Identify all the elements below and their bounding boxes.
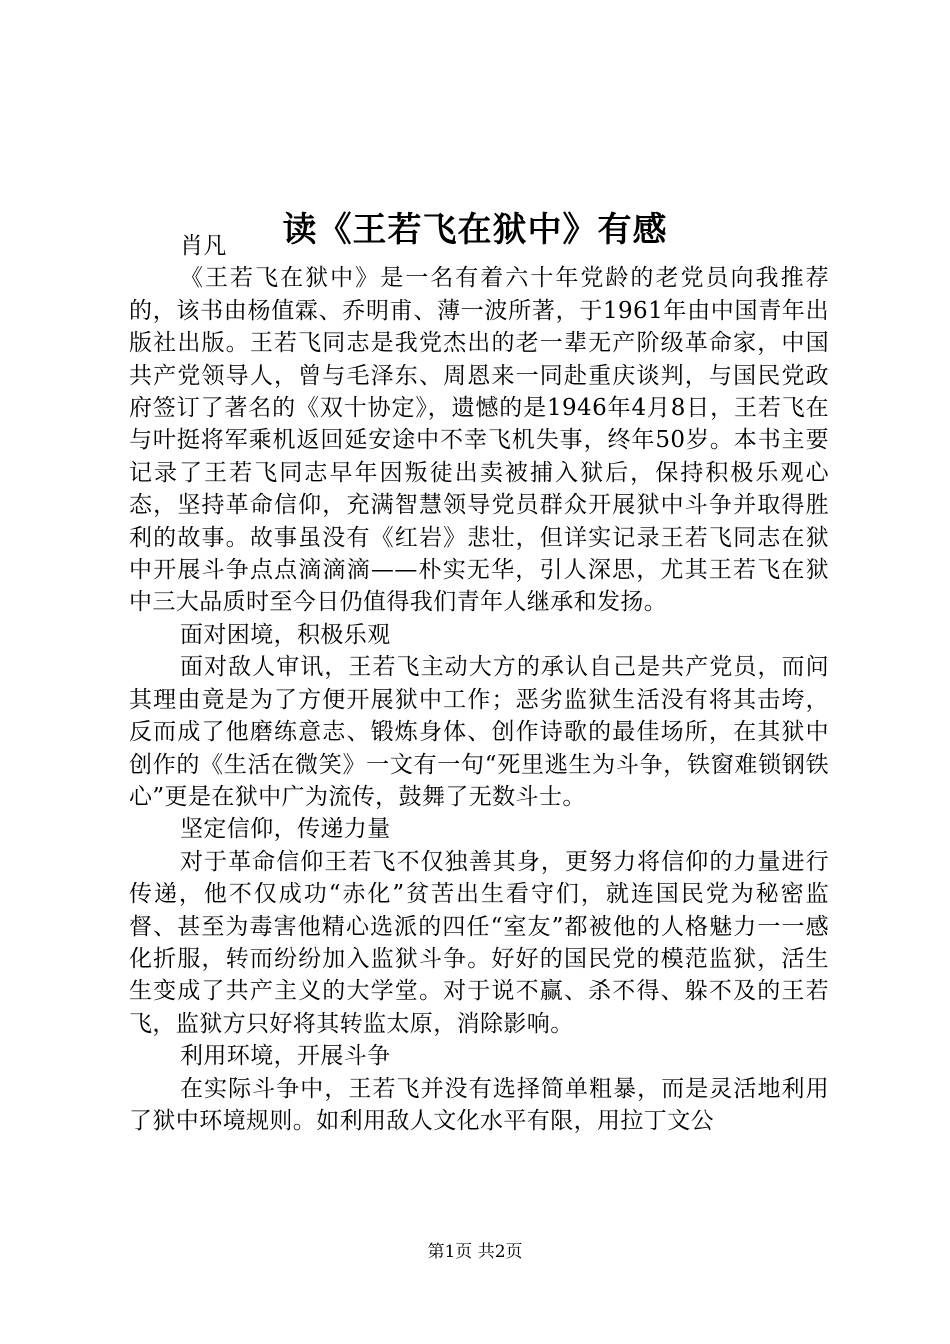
document-title: 读《王若飞在狱中》有感 [282,209,668,250]
page-footer: 第1页 共2页 [427,1242,523,1262]
optimism-paragraph: 面对敌人审讯，王若飞主动大方的承认自己是共产党员，而问其理由竟是为了方便开展狱中工作；恶劣监狱生活没有将其击垮，反而成了他磨练意志、锻炼身体、创作诗歌的最佳场所，在其狱中创作的《生活在微笑》一文有一句“死里逃生为斗争，铁窗难锁钢铁心”更是在狱中广为流传，鼓舞了无数斗士。 [129,654,829,810]
belief-paragraph: 对于革命信仰王若飞不仅独善其身，更努力将信仰的力量进行传递，他不仅成功“赤化”贫苦出生看守们，就连国民党为秘密监督、甚至为毒害他精心选派的四任“室友”都被他的人格魅力一一感化折服，转而纷纷加入监狱斗争。好好的国民党的模范监狱，活生生变成了共产主义的大学堂。对于说不赢、杀不得、躲不及的王若飞，监狱方只好将其转监太原，消除影响。 [129,848,829,1037]
intro-paragraph: 《王若飞在狱中》是一名有着六十年党龄的老党员向我推荐的，该书由杨值霖、乔明甫、薄一波所著，于1961年由中国青年出版社出版。王若飞同志是我党杰出的老一辈无产阶级革命家，中国共产党领导人，曾与毛泽东、周恩来一同赴重庆谈判，与国民党政府签订了著名的《双十协定》，遗憾的是1946年4月8日，王若飞在与叶挺将军乘机返回延安途中不幸飞机失事，终年50岁。本书主要记录了王若飞同志早年因叛徒出卖被捕入狱后，保持积极乐观心态，坚持革命信仰，充满智慧领导党员群众开展狱中斗争并取得胜利的故事。故事虽没有《红岩》悲壮，但详实记录王若飞同志在狱中开展斗争点点滴滴滴——朴实无华，引人深思，尤其王若飞在狱中三大品质时至今日仍值得我们青年人继承和发扬。 [129,265,829,616]
struggle-paragraph: 在实际斗争中，王若飞并没有选择简单粗暴，而是灵活地利用了狱中环境规则。如利用敌人文化水平有限，用拉丁文公 [129,1075,829,1134]
section-heading-belief: 坚定信仰，传递力量 [180,816,391,843]
document-body [129,230,829,1137]
section-heading-optimism: 面对困境，积极乐观 [180,621,391,648]
author-line: 肖凡 [180,233,227,259]
section-heading-struggle: 利用环境，开展斗争 [180,1043,391,1070]
